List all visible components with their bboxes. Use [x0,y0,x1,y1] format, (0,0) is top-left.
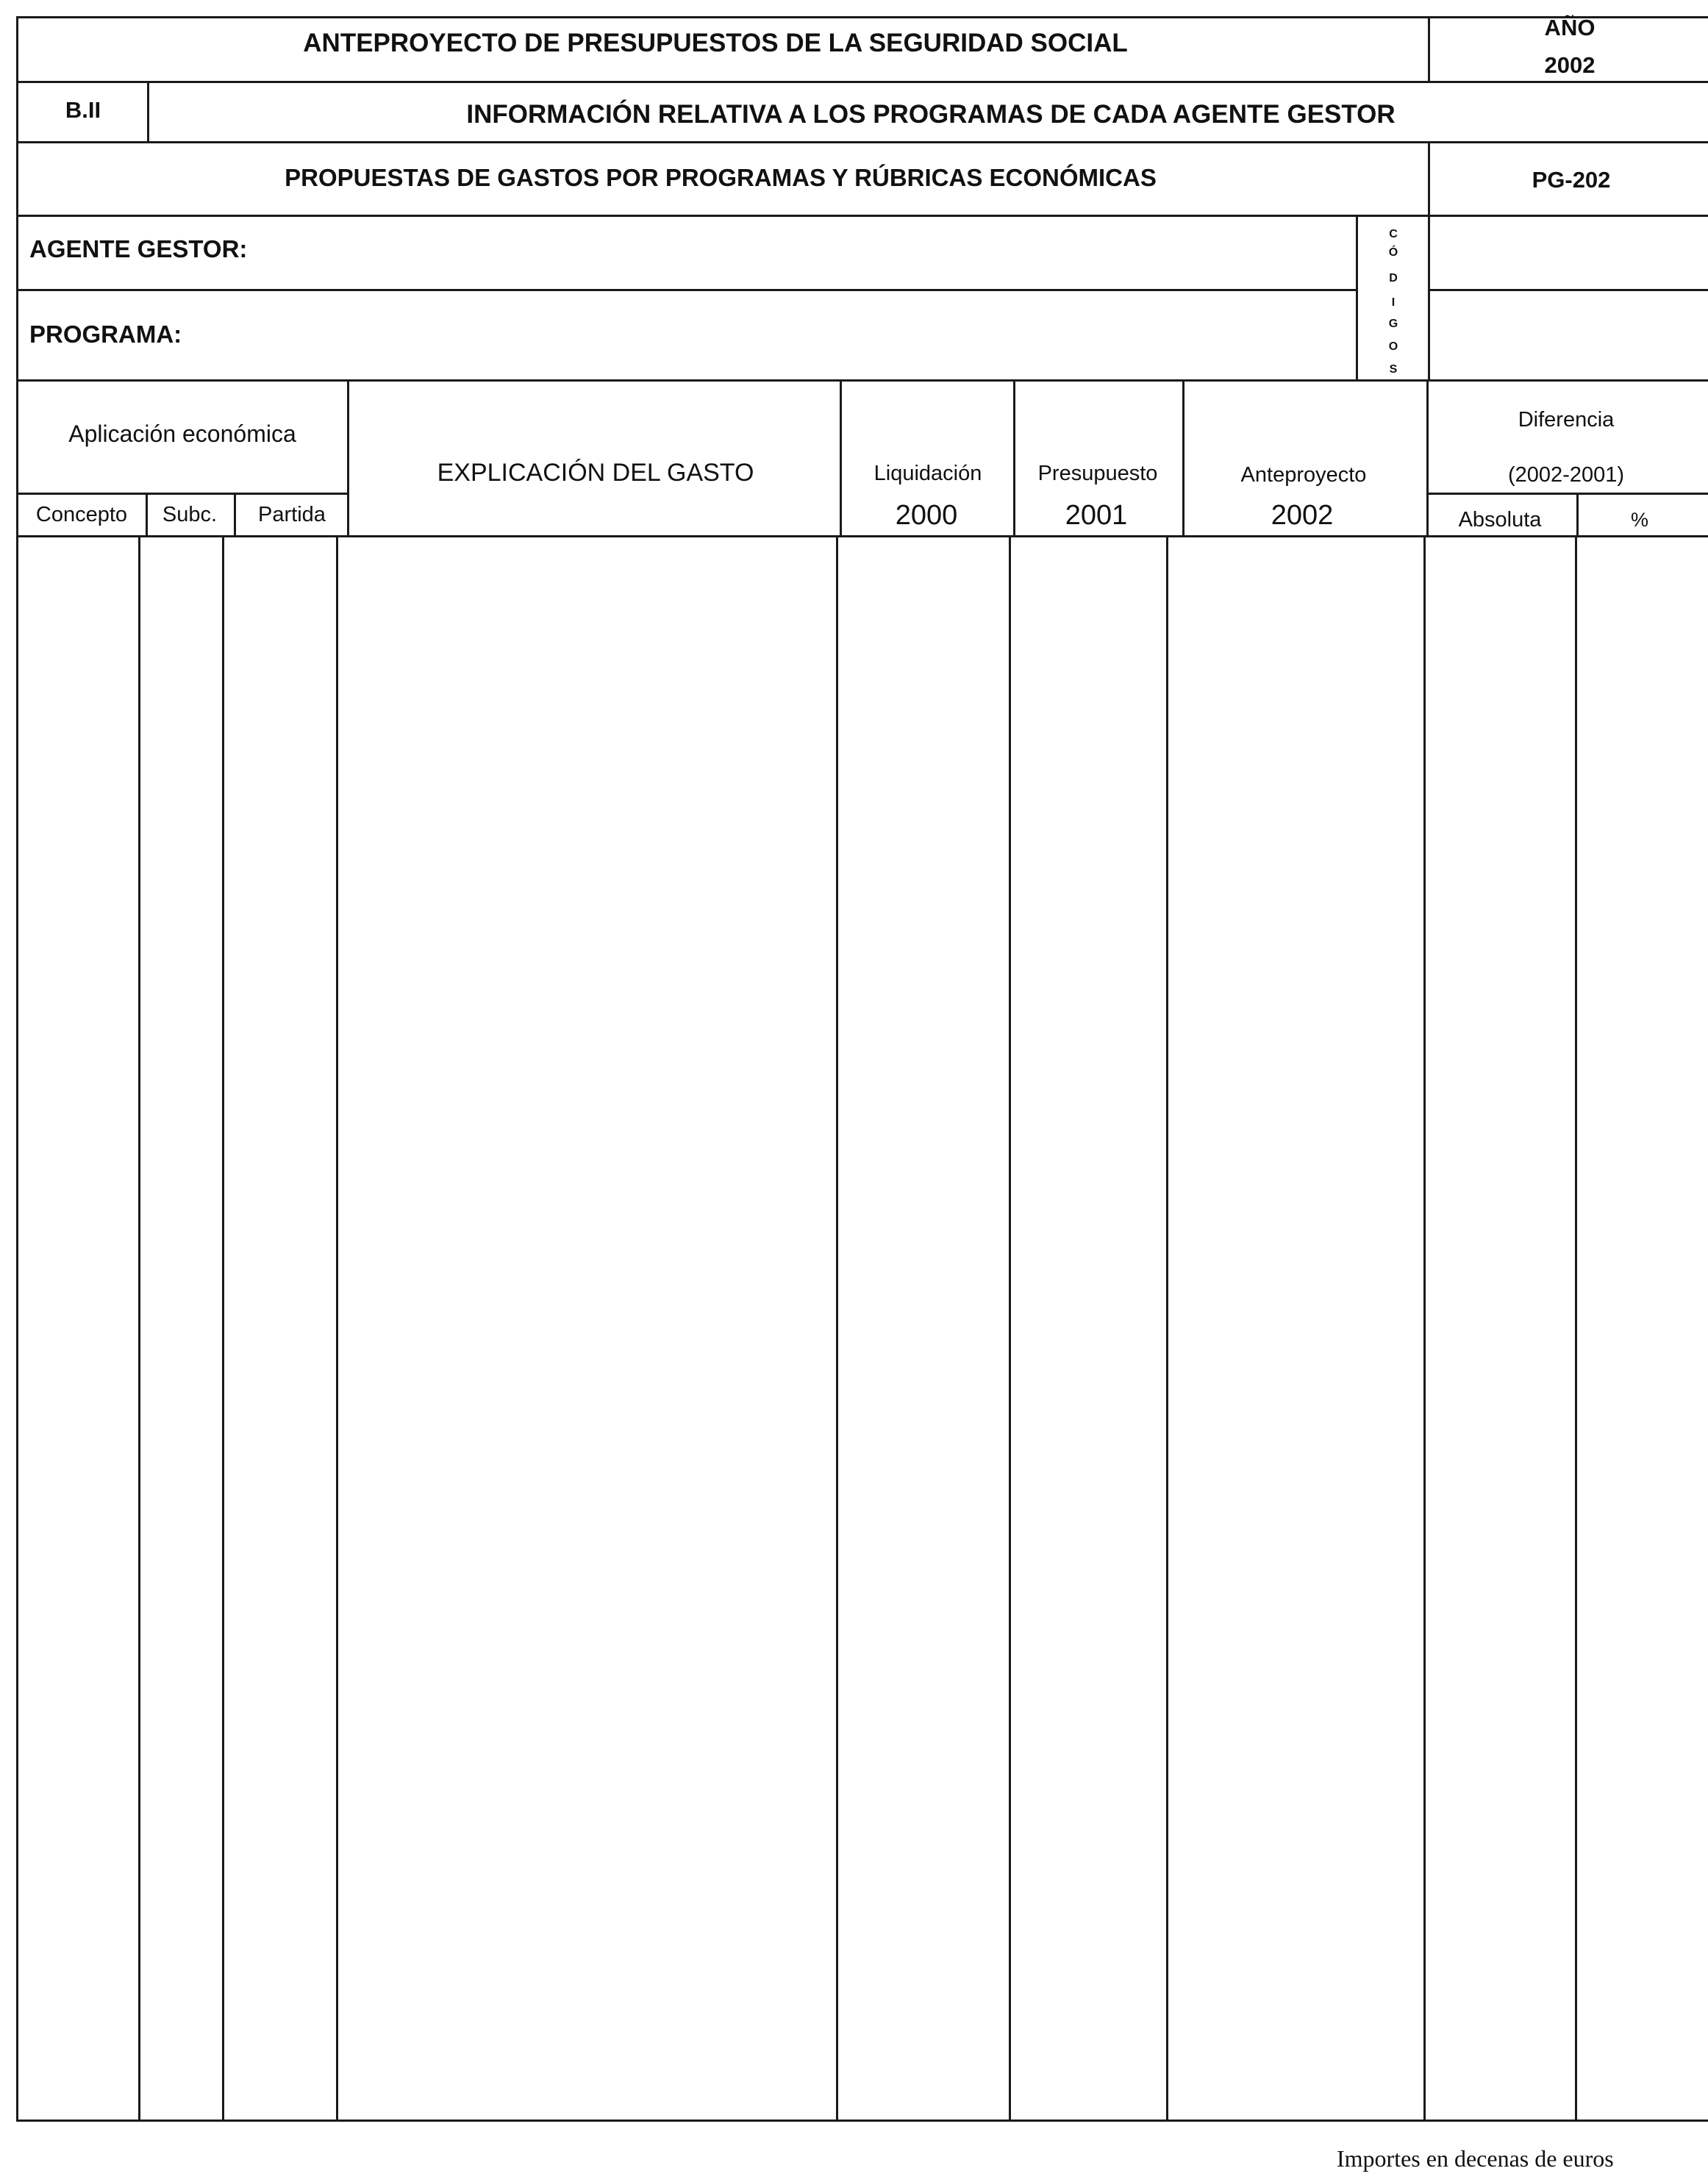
col-div-concepto-body [138,535,140,2120]
diferencia-range: (2002-2001) [1508,463,1624,487]
divider-form-code [1428,141,1430,215]
percent-header: % [1630,509,1649,531]
form-title: PROPUESTAS DE GASTOS POR PROGRAMAS Y RÚBRICAS ECONÓMICAS [285,164,1157,191]
col-div-explicacion-header [840,379,842,535]
liquidacion-label: Liquidación [873,462,982,485]
col-div-presupuesto-header [1182,379,1184,535]
rule-below-programa [16,379,1708,382]
divider-year [1428,16,1430,81]
rule-below-headers [16,535,1708,537]
codigos-letter: S [1389,363,1398,376]
rule-below-title [16,81,1708,83]
codigos-letter: G [1388,318,1398,330]
presupuesto-year: 2001 [1065,500,1128,531]
col-div-anteproyecto-header [1426,379,1429,535]
col-div-partida-header [347,379,349,535]
aplicacion-economica-header: Aplicación económica [68,421,296,447]
col-div-absoluta-header [1576,493,1579,535]
rule-above-subheaders [16,493,349,495]
codigos-letter: D [1389,272,1398,285]
col-div-subc-header [234,493,236,535]
partida-header: Partida [258,503,326,526]
codigos-letter: I [1391,296,1396,309]
presupuesto-label: Presupuesto [1037,462,1158,485]
col-div-anteproyecto-body [1423,535,1426,2120]
divider-codigos-right [1428,215,1430,379]
section-title: INFORMACIÓN RELATIVA A LOS PROGRAMAS DE CADA AGENTE GESTOR [466,100,1396,129]
col-div-presupuesto-body [1166,535,1168,2120]
divider-section-code [147,81,149,141]
document-title: ANTEPROYECTO DE PRESUPUESTOS DE LA SEGURIDAD SOCIAL [303,29,1128,57]
border-left-bottom [16,535,18,2122]
diferencia-label: Diferencia [1518,408,1615,432]
border-top [16,16,1708,18]
col-div-liquidacion-body [1009,535,1011,2120]
subc-header: Subc. [162,503,218,526]
concepto-header: Concepto [35,503,128,526]
codigos-letter: O [1388,340,1398,353]
col-div-explicacion-body [836,535,838,2120]
col-div-concepto-header [146,493,148,535]
col-div-liquidacion-header [1013,379,1015,535]
col-div-partida-body [336,535,338,2120]
rule-below-agente [16,289,1356,291]
anteproyecto-year: 2002 [1271,500,1334,531]
col-div-subc-body [222,535,224,2120]
codigos-letter: Ó [1388,246,1398,259]
rule-below-form-title [16,215,1708,217]
col-div-absoluta-body [1575,535,1577,2120]
anteproyecto-label: Anteproyecto [1240,463,1367,487]
divider-codigos-left [1356,215,1358,379]
border-bottom [16,2120,1708,2122]
liquidacion-year: 2000 [895,500,958,531]
rule-above-diff-sub [1426,493,1708,495]
agente-gestor-label: AGENTE GESTOR: [29,235,248,262]
rule-codes-middle [1429,289,1708,291]
year-label: AÑO [1544,15,1596,40]
section-code: B.II [65,97,101,123]
border-left-top [16,16,18,535]
absoluta-header: Absoluta [1458,508,1542,532]
form-code: PG-202 [1532,167,1611,193]
year-value: 2002 [1544,52,1596,78]
codigos-letter: C [1389,228,1398,240]
explicacion-header: EXPLICACIÓN DEL GASTO [437,459,754,487]
footer-note: Importes en decenas de euros [1337,2145,1614,2172]
programa-label: PROGRAMA: [29,321,182,348]
rule-below-section [16,141,1708,143]
